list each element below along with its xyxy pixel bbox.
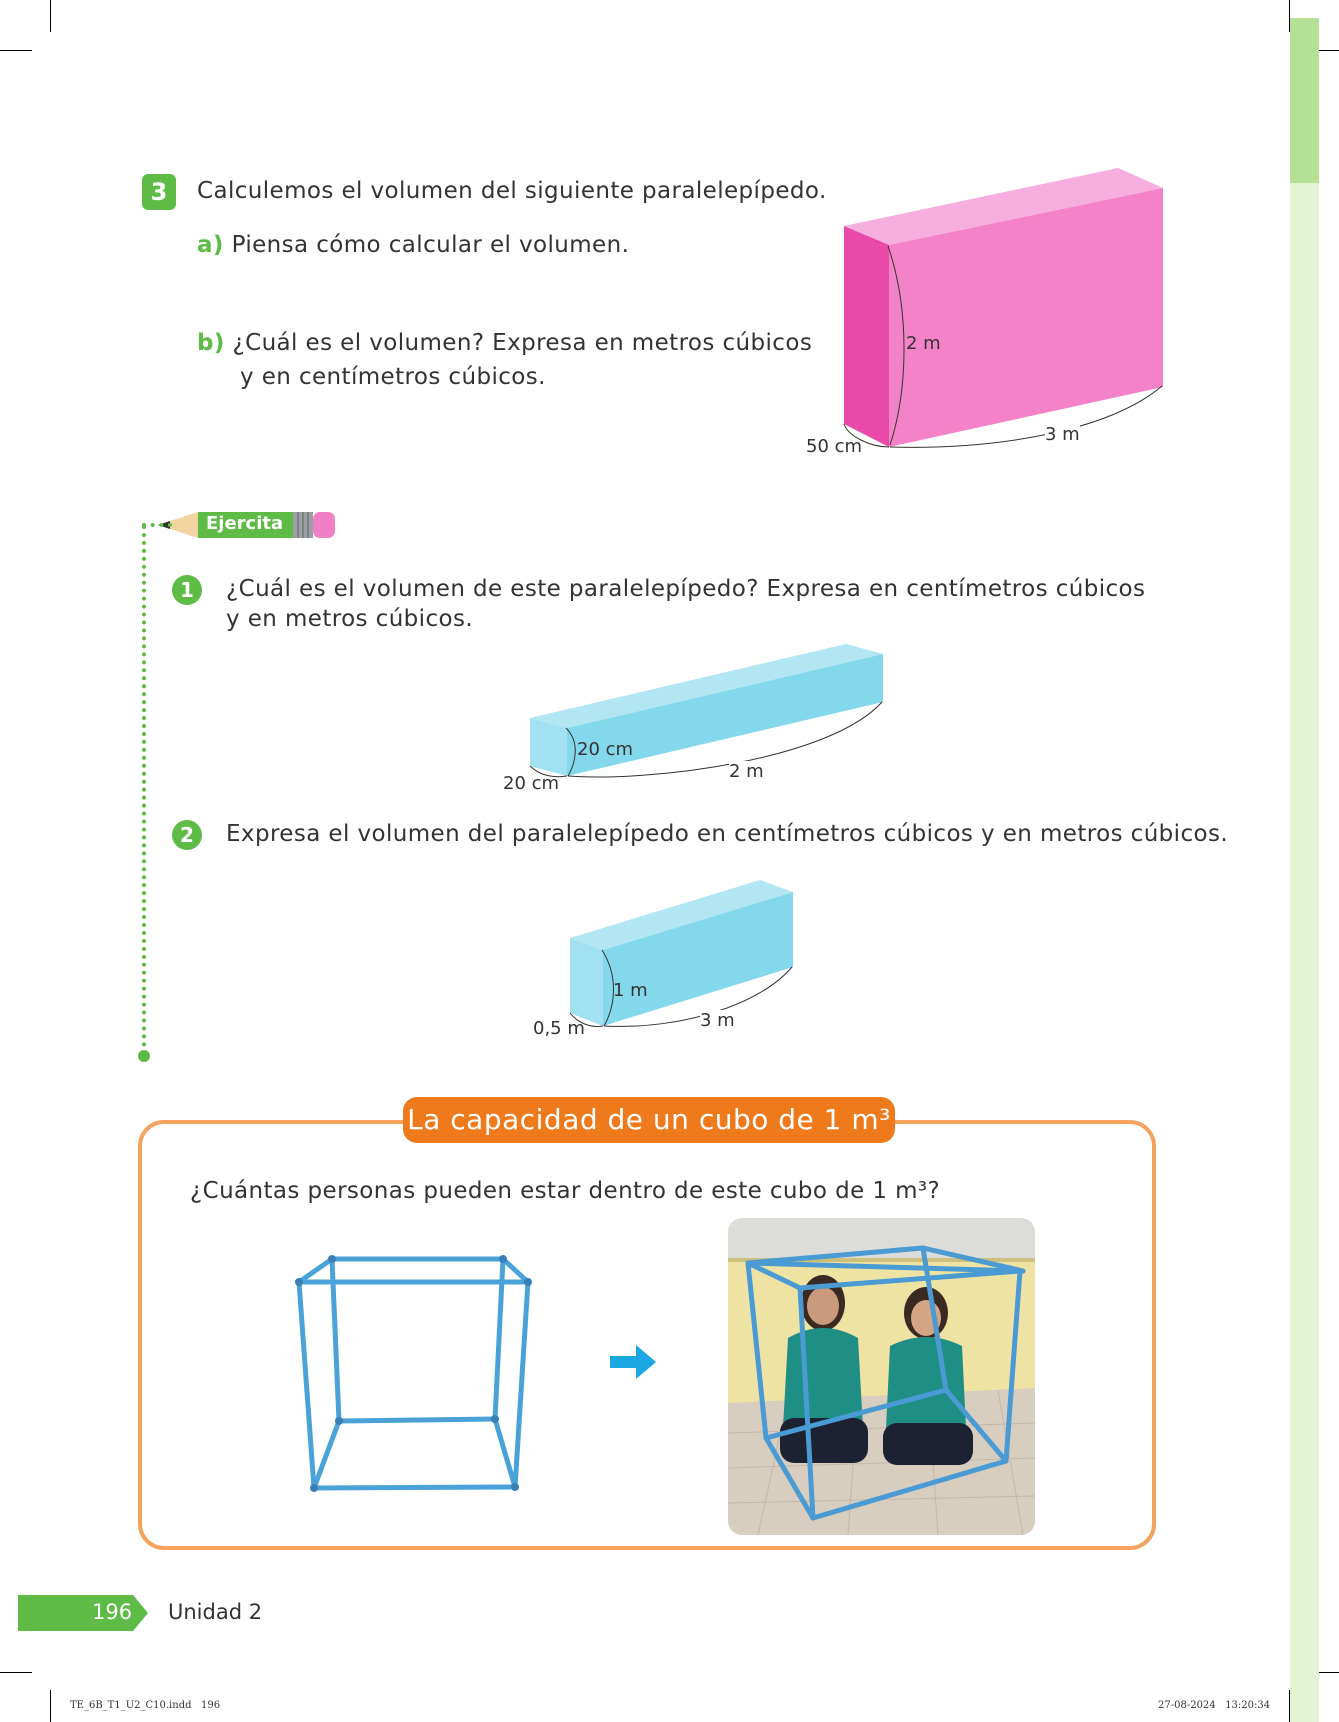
part-b-text-line1: ¿Cuál es el volumen? Expresa en metros cúbicos [232,330,813,356]
cube-frame-illustration [285,1245,545,1495]
exercise-2-text: Expresa el volumen del paralelepípedo en centímetros cúbicos y en metros cúbicos. [226,821,1229,847]
crop-mark [0,50,32,51]
pink-length-label: 3 m [1045,424,1080,445]
exercise-1-text-line2: y en metros cúbicos. [226,606,474,632]
dotted-guide-end [138,1050,150,1062]
crop-mark [50,0,51,32]
bar2-length-label: 3 m [700,1010,735,1031]
problem-title: Calculemos el volumen del siguiente paralelepípedo. [197,178,827,204]
blue-bar-diagram-1 [500,630,900,790]
bar1-height-label: 20 cm [577,739,634,760]
students-in-cube-photo [728,1218,1035,1535]
print-timestamp: 27-08-2024 13:20:34 [1158,1700,1271,1711]
dotted-connector [142,523,172,527]
pink-depth-label: 50 cm [806,436,863,457]
arrow-right-icon [610,1345,658,1379]
side-strip [1290,18,1319,1722]
crop-mark [0,1672,32,1673]
crop-mark [50,1690,51,1722]
part-b [197,330,812,356]
part-b-text-line2: y en centímetros cúbicos. [240,364,546,390]
side-tab [1290,18,1319,183]
bar1-depth-label: 20 cm [503,773,560,794]
dotted-guide-line [142,525,146,1055]
part-a-text: Piensa cómo calcular el volumen. [231,232,630,258]
problem-number-badge: 3 [142,174,176,210]
exercise-1-text-line1: ¿Cuál es el volumen de este paralelepípedo? Expresa en centímetros cúbicos [226,576,1146,602]
blue-bar-diagram-2 [540,870,820,1040]
exercise-2-number: 2 [172,820,202,850]
page-number: 196 [92,1600,133,1624]
bar2-depth-label: 0,5 m [533,1018,585,1039]
part-a-label: a) [197,232,224,258]
bar1-length-label: 2 m [729,761,764,782]
capacity-question: ¿Cuántas personas pueden estar dentro de este cubo de 1 m³? [190,1178,941,1204]
bar2-height-label: 1 m [613,980,648,1001]
pink-height-label: 2 m [906,333,941,354]
part-b-label: b) [197,330,225,356]
ejercita-label: Ejercita [206,513,284,534]
print-file-info: TE_6B_T1_U2_C10.indd 196 [70,1700,221,1711]
part-a [197,232,629,258]
unit-label: Unidad 2 [168,1600,263,1624]
capacity-title: La capacidad de un cubo de 1 m³ [403,1097,895,1143]
exercise-1-number: 1 [172,575,202,605]
photo-illustration [728,1218,1035,1535]
pink-prism-diagram [800,160,1180,460]
